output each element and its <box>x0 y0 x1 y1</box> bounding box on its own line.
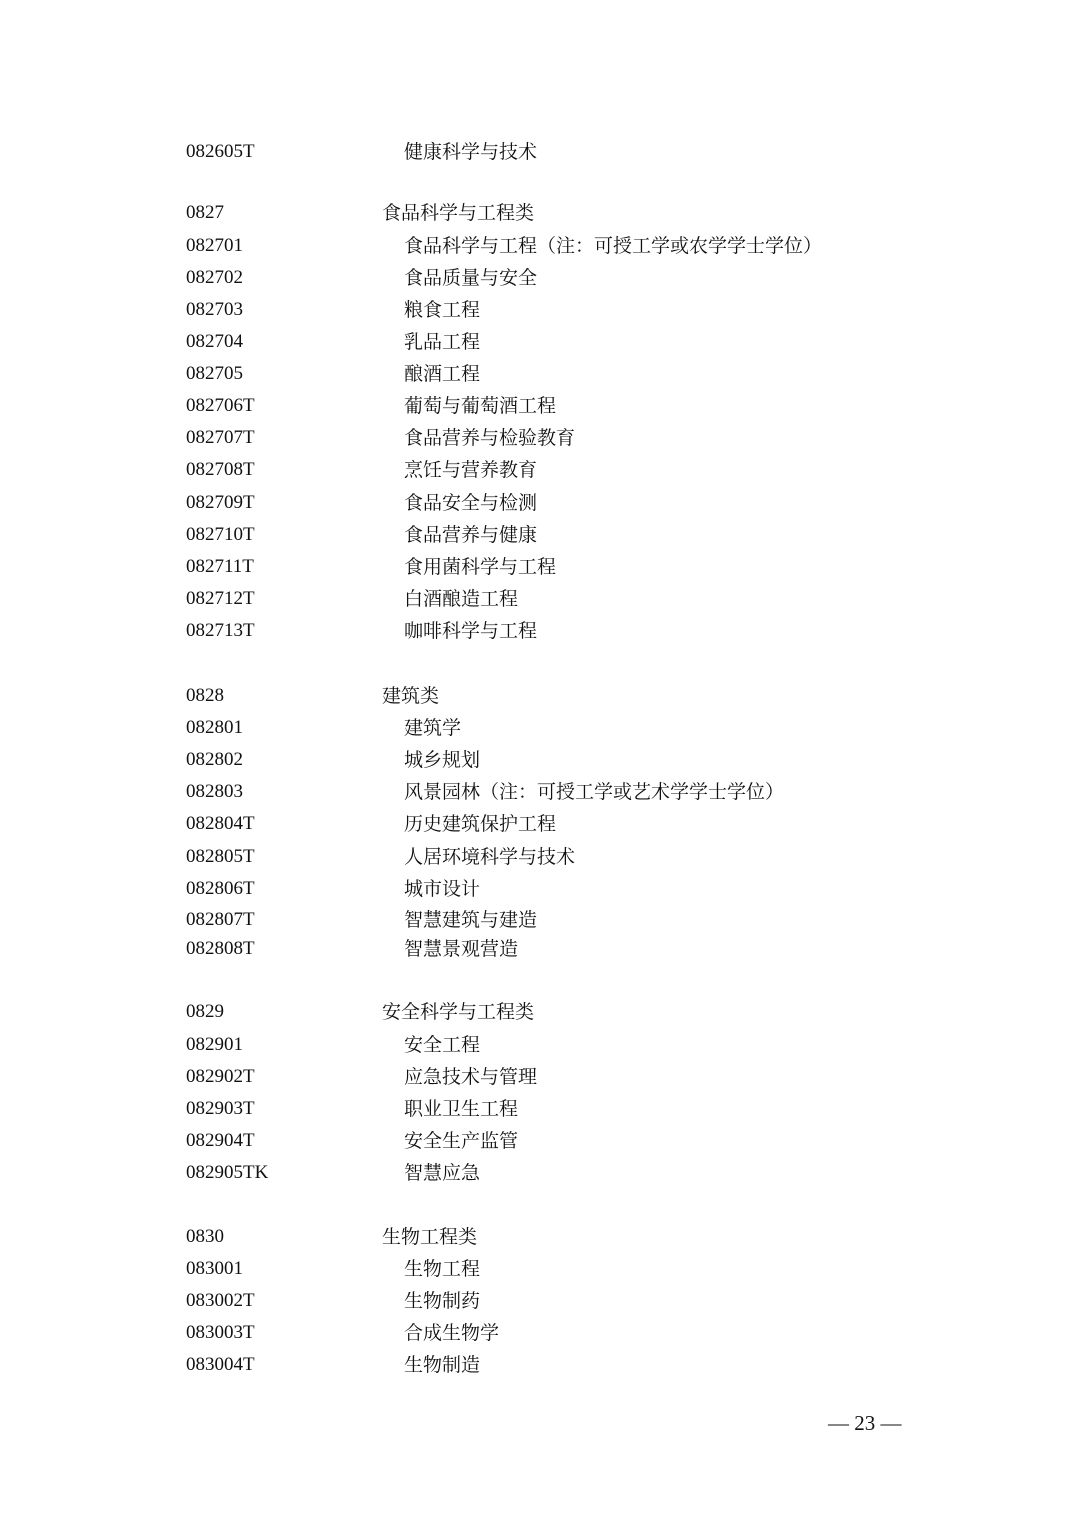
major-name: 生物制造 <box>404 1354 481 1376</box>
category-code: 0829 <box>186 1001 224 1022</box>
major-code: 082706T <box>186 395 255 416</box>
list-item <box>0 1094 1080 1124</box>
major-name: 人居环境科学与技术 <box>404 846 576 868</box>
major-name: 合成生物学 <box>404 1322 500 1344</box>
major-name: 生物制药 <box>404 1290 481 1312</box>
major-code: 082804T <box>186 813 255 834</box>
major-name: 烹饪与营养教育 <box>404 459 538 481</box>
major-code: 083001 <box>186 1258 243 1279</box>
major-name: 咖啡科学与工程 <box>404 620 538 642</box>
major-code: 082704 <box>186 331 243 352</box>
list-item <box>0 391 1080 421</box>
page-number: — 23 — <box>828 1411 902 1435</box>
category-name: 建筑类 <box>382 685 440 707</box>
major-code: 082808T <box>186 938 255 959</box>
list-item <box>0 616 1080 646</box>
major-name: 食品安全与检测 <box>404 492 538 514</box>
category-heading <box>0 681 1080 711</box>
list-item <box>0 809 1080 839</box>
list-item <box>0 1030 1080 1060</box>
major-code: 082807T <box>186 909 255 930</box>
list-item <box>0 584 1080 614</box>
major-code: 082802 <box>186 749 243 770</box>
list-item <box>0 263 1080 293</box>
major-name: 智慧应急 <box>404 1162 481 1184</box>
major-name: 食品质量与安全 <box>404 267 538 289</box>
major-code: 082904T <box>186 1130 255 1151</box>
major-name: 城市设计 <box>404 878 481 900</box>
major-code: 082713T <box>186 620 255 641</box>
list-item <box>0 1062 1080 1092</box>
category-name: 安全科学与工程类 <box>382 1001 535 1023</box>
major-name: 生物工程 <box>404 1258 481 1280</box>
major-name: 历史建筑保护工程 <box>404 813 557 835</box>
major-name: 食品营养与检验教育 <box>404 427 576 449</box>
major-code: 082605T <box>186 141 255 162</box>
major-name: 安全生产监管 <box>404 1130 519 1152</box>
major-code: 082803 <box>186 781 243 802</box>
major-code: 082902T <box>186 1066 255 1087</box>
major-code: 082702 <box>186 267 243 288</box>
major-code: 082903T <box>186 1098 255 1119</box>
major-name: 食品营养与健康 <box>404 524 538 546</box>
major-name: 酿酒工程 <box>404 363 481 385</box>
list-item <box>0 1286 1080 1316</box>
major-name: 职业卫生工程 <box>404 1098 519 1120</box>
major-code: 082712T <box>186 588 255 609</box>
list-item <box>0 488 1080 518</box>
major-name: 建筑学 <box>404 717 462 739</box>
major-code: 082709T <box>186 492 255 513</box>
major-name: 食用菌科学与工程 <box>404 556 557 578</box>
major-name: 白酒酿造工程 <box>404 588 519 610</box>
major-name: 城乡规划 <box>404 749 481 771</box>
major-name: 葡萄与葡萄酒工程 <box>404 395 557 417</box>
major-name: 应急技术与管理 <box>404 1066 538 1088</box>
category-code: 0830 <box>186 1226 224 1247</box>
list-item <box>0 1254 1080 1284</box>
major-name: 健康科学与技术 <box>404 141 538 163</box>
list-item <box>0 1126 1080 1156</box>
list-item <box>0 934 1080 964</box>
major-name: 智慧景观营造 <box>404 938 519 960</box>
major-code: 083003T <box>186 1322 255 1343</box>
list-item <box>0 423 1080 453</box>
category-heading <box>0 997 1080 1027</box>
major-name: 安全工程 <box>404 1034 481 1056</box>
list-item <box>0 231 1080 261</box>
major-code: 082708T <box>186 459 255 480</box>
list-item <box>0 905 1080 935</box>
major-name: 食品科学与工程（注：可授工学或农学学士学位） <box>404 235 823 257</box>
list-item <box>0 327 1080 357</box>
major-code: 082707T <box>186 427 255 448</box>
major-name: 粮食工程 <box>404 299 481 321</box>
list-item <box>0 137 1080 167</box>
list-item <box>0 1350 1080 1380</box>
major-code: 083002T <box>186 1290 255 1311</box>
major-code: 082711T <box>186 556 254 577</box>
major-name: 智慧建筑与建造 <box>404 909 538 931</box>
major-code: 082901 <box>186 1034 243 1055</box>
list-item <box>0 745 1080 775</box>
major-code: 082701 <box>186 235 243 256</box>
list-item <box>0 842 1080 872</box>
major-name: 风景园林（注：可授工学或艺术学学士学位） <box>404 781 785 803</box>
list-item <box>0 777 1080 807</box>
category-code: 0827 <box>186 202 224 223</box>
major-code: 083004T <box>186 1354 255 1375</box>
category-name: 食品科学与工程类 <box>382 202 535 224</box>
list-item <box>0 455 1080 485</box>
major-code: 082705 <box>186 363 243 384</box>
category-code: 0828 <box>186 685 224 706</box>
major-code: 082710T <box>186 524 255 545</box>
list-item <box>0 359 1080 389</box>
major-name: 乳品工程 <box>404 331 481 353</box>
category-name: 生物工程类 <box>382 1226 478 1248</box>
list-item <box>0 1318 1080 1348</box>
category-heading <box>0 198 1080 228</box>
category-heading <box>0 1222 1080 1252</box>
list-item <box>0 713 1080 743</box>
list-item <box>0 295 1080 325</box>
list-item <box>0 552 1080 582</box>
major-code: 082801 <box>186 717 243 738</box>
list-item <box>0 874 1080 904</box>
major-code: 082806T <box>186 878 255 899</box>
major-code: 082703 <box>186 299 243 320</box>
list-item <box>0 520 1080 550</box>
major-code: 082905TK <box>186 1162 269 1183</box>
list-item <box>0 1158 1080 1188</box>
major-code: 082805T <box>186 846 255 867</box>
